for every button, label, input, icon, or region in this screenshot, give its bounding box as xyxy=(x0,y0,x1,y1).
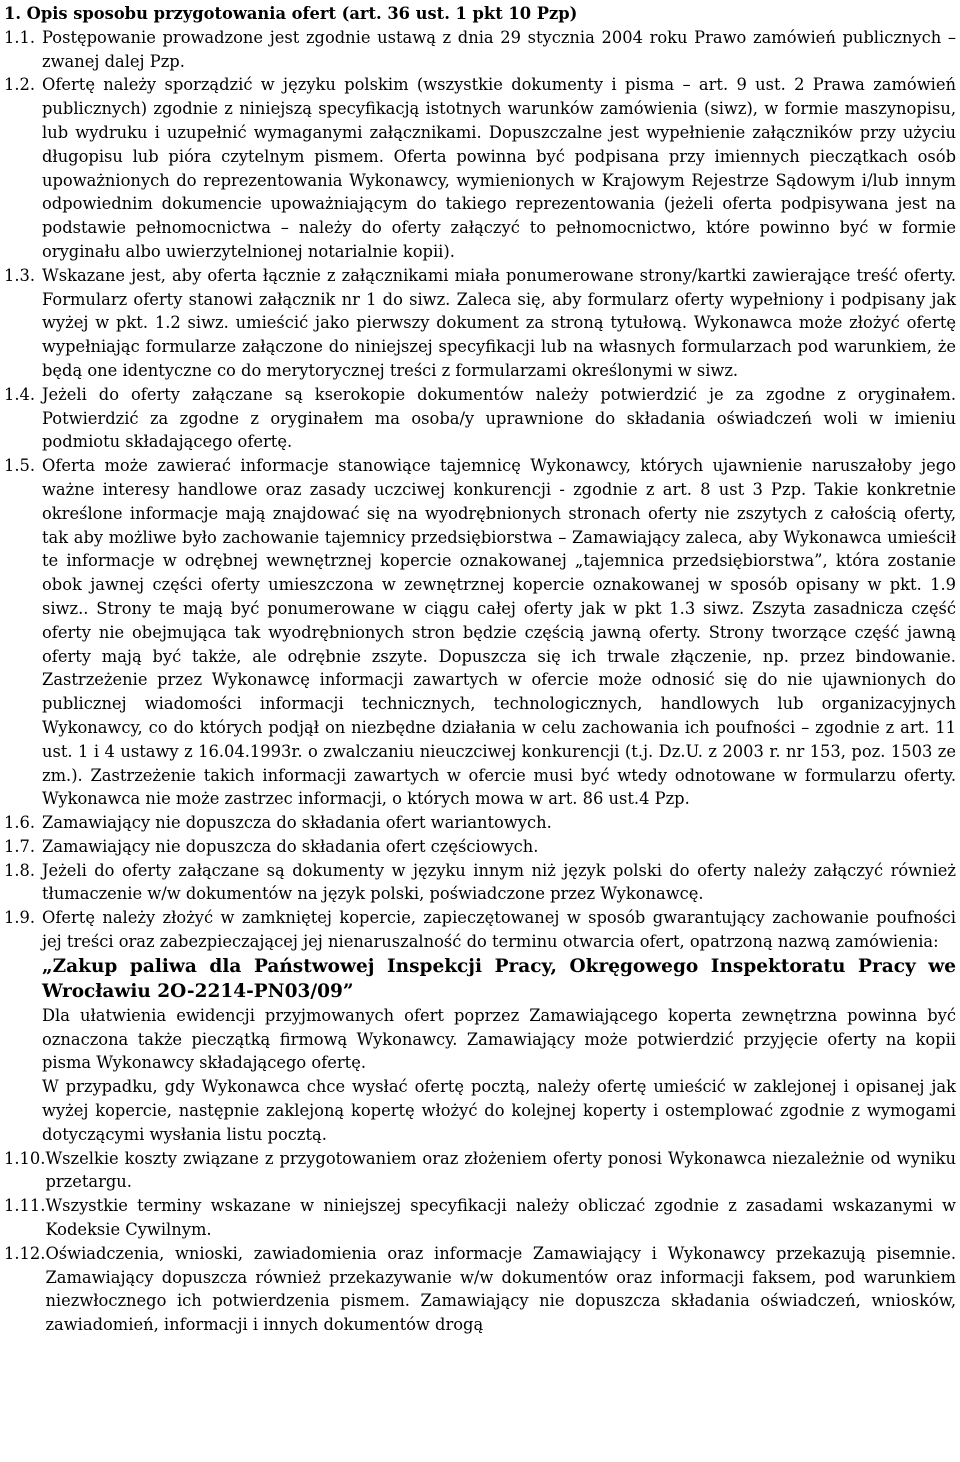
order-name-title: „Zakup paliwa dla Państwowej Inspekcji Pracy, Okręgowego Inspektoratu Pracy we Wrocławiu 2O-2214-PN03/09” xyxy=(42,955,956,1002)
item-paragraph: Jeżeli do oferty załączane są kserokopie dokumentów należy potwierdzić je za zgodne z oryginałem. Potwierdzić za zgodne z oryginałem ma osoba/y uprawnione do składania oświadczeń woli w imieniu podmiotu składającego ofertę. xyxy=(42,384,956,452)
item-paragraph: Ofertę należy złożyć w zamkniętej kopercie, zapieczętowanej w sposób gwarantujący zachowanie poufności jej treści oraz zabezpieczającej jej nienaruszalność do terminu otwarcia ofert, opatrzoną nazwą zamówienia: xyxy=(42,908,956,952)
item-body xyxy=(42,454,956,811)
item-paragraph: Zamawiający nie dopuszcza do składania ofert wariantowych. xyxy=(42,813,552,833)
item-paragraph: W przypadku, gdy Wykonawca chce wysłać ofertę pocztą, należy ofertę umieścić w zaklejonej i opisanej jak wyżej kopercie, następnie zaklejoną kopertę włożyć do kolejnej koperty i ostemplować zgodnie z wymogami dotyczącymi wysłania listu pocztą. xyxy=(42,1077,956,1144)
item-number: 1.9. xyxy=(4,908,36,928)
list-item-1-3 xyxy=(4,264,956,383)
item-paragraph: Wszelkie koszty związane z przygotowaniem oraz złożeniem oferty ponosi Wykonawca niezależnie od wyniku przetargu. xyxy=(45,1148,956,1192)
item-number: 1.5. xyxy=(4,456,36,476)
item-number: 1.8. xyxy=(4,860,36,880)
list-item-1-2 xyxy=(4,73,956,263)
list-item-1-7 xyxy=(4,835,956,859)
item-body xyxy=(42,811,956,835)
item-body xyxy=(42,26,956,74)
item-body xyxy=(42,835,956,859)
item-number: 1.11. xyxy=(4,1196,46,1216)
item-body xyxy=(42,383,956,454)
item-number: 1.4. xyxy=(4,384,36,404)
item-paragraph: Dla ułatwienia ewidencji przyjmowanych ofert poprzez Zamawiającego koperta zewnętrzna powinna być oznaczona także pieczątką firmową Wykonawcy. Zamawiający może potwierdzić przyjęcie oferty na kopii pisma Wykonawcy składającego ofertę. xyxy=(42,1005,956,1073)
list-item-1-9 xyxy=(4,906,956,1146)
list-item-1-5 xyxy=(4,454,956,811)
item-number: 1.10. xyxy=(4,1148,46,1168)
item-body xyxy=(42,906,956,1146)
item-number: 1.7. xyxy=(4,836,36,856)
item-number: 1.1. xyxy=(4,27,36,47)
item-paragraph: Oświadczenia, wnioski, zawiadomienia oraz informacje Zamawiający i Wykonawcy przekazują pisemnie. Zamawiający dopuszcza również przekazywanie w/w dokumentów oraz informacji faksem, pod warunkiem niezwłocznego ich potwierdzenia pismem. Zamawiający nie dopuszcza składania oświadczeń, wniosków, zawiadomień, informacji i innych dokumentów drogą xyxy=(45,1243,956,1335)
item-paragraph: Ofertę należy sporządzić w języku polskim (wszystkie dokumenty i pisma – art. 9 ust. 2 Prawa zamówień publicznych) zgodnie z niniejszą specyfikacją istotnych warunków zamówienia (siwz), w formie maszynopisu, lub wydruku i uzupełnić wymaganymi załącznikami. Dopuszczalne jest wypełnienie załączników przy użyciu długopisu lub pióra czytelnym pismem. Oferta powinna być podpisana przy imiennych pieczątkach osób upoważnionych do reprezentowania Wykonawcy, wymienionych w Krajowym Rejestrze Sądowym i/lub innym odpowiednim dokumencie upoważniającym do takiego reprezentowania (jeżeli oferta podpisywana jest na podstawie pełnomocnictwa – należy do oferty załączyć to pełnomocnictwo, które powinno być w formie oryginału albo uwierzytelnionej notarialnie kopii). xyxy=(42,75,956,261)
item-paragraph: Jeżeli do oferty załączane są dokumenty w języku innym niż język polski do oferty należy załączyć również tłumaczenie w/w dokumentów na język polski, poświadczone przez Wykonawcę. xyxy=(42,860,956,904)
item-paragraph: Oferta może zawierać informacje stanowiące tajemnicę Wykonawcy, których ujawnienie naruszałoby jego ważne interesy handlowe oraz zasady uczciwej konkurencji - zgodnie z art. 8 ust 3 Pzp. Takie konkretnie określone informacje mają znajdować się na wyodrębnionych stronach oferty nie zszytych z całością oferty, tak aby możliwe było zachowanie tajemnicy przedsiębiorstwa – Zamawiający zaleca, aby Wykonawca umieścił te informacje w odrębnej wewnętrznej kopercie oznakowanej „tajemnica przedsiębiorstwa”, która zostanie obok jawnej części oferty umieszczona w zewnętrznej kopercie oznakowanej w sposób opisany w pkt. 1.9 siwz.. Strony te mają być ponumerowane w ciągu całej oferty jak w pkt 1.3 siwz. Zszyta zasadnicza część oferty nie obejmująca tak wyodrębnionych stron będzie częścią jawną oferty. Strony tworzące część jawną oferty mają być także, ale odrębnie zszyte. Dopuszcza się ich trwale złączenie, np. przez bindowanie. Zastrzeżenie przez Wykonawcę informacji zawartych w ofercie może odnosić się do nie ujawnionych do publicznej wiadomości informacji technicznych, technologicznych, handlowych lub organizacyjnych Wykonawcy, co do których podjął on niezbędne działania w celu zachowania ich poufności – zgodnie z art. 11 ust. 1 i 4 ustawy z 16.04.1993r. o zwalczaniu nieuczciwej konkurencji (t.j. Dz.U. z 2003 r. nr 153, poz. 1503 ze zm.). Zastrzeżenie takich informacji zawartych w ofercie musi być wtedy odnotowane w formularzu oferty. Wykonawca nie może zastrzec informacji, o których mowa w art. 86 ust.4 Pzp. xyxy=(42,456,956,809)
list-item-1-4 xyxy=(4,383,956,454)
list-item-1-6 xyxy=(4,811,956,835)
list-item-1-12 xyxy=(4,1242,956,1337)
list-item-1-8 xyxy=(4,859,956,907)
list-item-1-10 xyxy=(4,1147,956,1195)
item-number: 1.3. xyxy=(4,265,36,285)
item-body xyxy=(42,73,956,263)
item-number: 1.12. xyxy=(4,1243,46,1263)
item-body xyxy=(42,859,956,907)
item-body xyxy=(42,264,956,383)
list-item-1-1 xyxy=(4,26,956,74)
section-heading: 1. Opis sposobu przygotowania ofert (art. 36 ust. 1 pkt 10 Pzp) xyxy=(4,4,578,23)
item-body xyxy=(45,1194,956,1242)
item-number: 1.6. xyxy=(4,813,36,833)
item-body xyxy=(45,1147,956,1195)
list-item-1-11 xyxy=(4,1194,956,1242)
item-paragraph: Zamawiający nie dopuszcza do składania ofert częściowych. xyxy=(42,836,539,856)
item-number: 1.2. xyxy=(4,75,36,95)
item-paragraph: Wszystkie terminy wskazane w niniejszej specyfikacji należy obliczać zgodnie z zasadami wskazanymi w Kodeksie Cywilnym. xyxy=(45,1196,956,1240)
item-paragraph: Postępowanie prowadzone jest zgodnie ustawą z dnia 29 stycznia 2004 roku Prawo zamówień publicznych – zwanej dalej Pzp. xyxy=(42,27,956,71)
item-paragraph: Wskazane jest, aby oferta łącznie z załącznikami miała ponumerowane strony/kartki zawierające treść oferty. Formularz oferty stanowi załącznik nr 1 do siwz. Zaleca się, aby formularz oferty wypełniony i podpisany jak wyżej w pkt. 1.2 siwz. umieścić jako pierwszy dokument za stroną tytułową. Wykonawca może złożyć ofertę wypełniając formularze załączone do niniejszej specyfikacji lub na własnych formularzach pod warunkiem, że będą one identyczne co do merytorycznej treści z formularzami określonymi w siwz. xyxy=(42,265,956,380)
item-body xyxy=(45,1242,956,1337)
